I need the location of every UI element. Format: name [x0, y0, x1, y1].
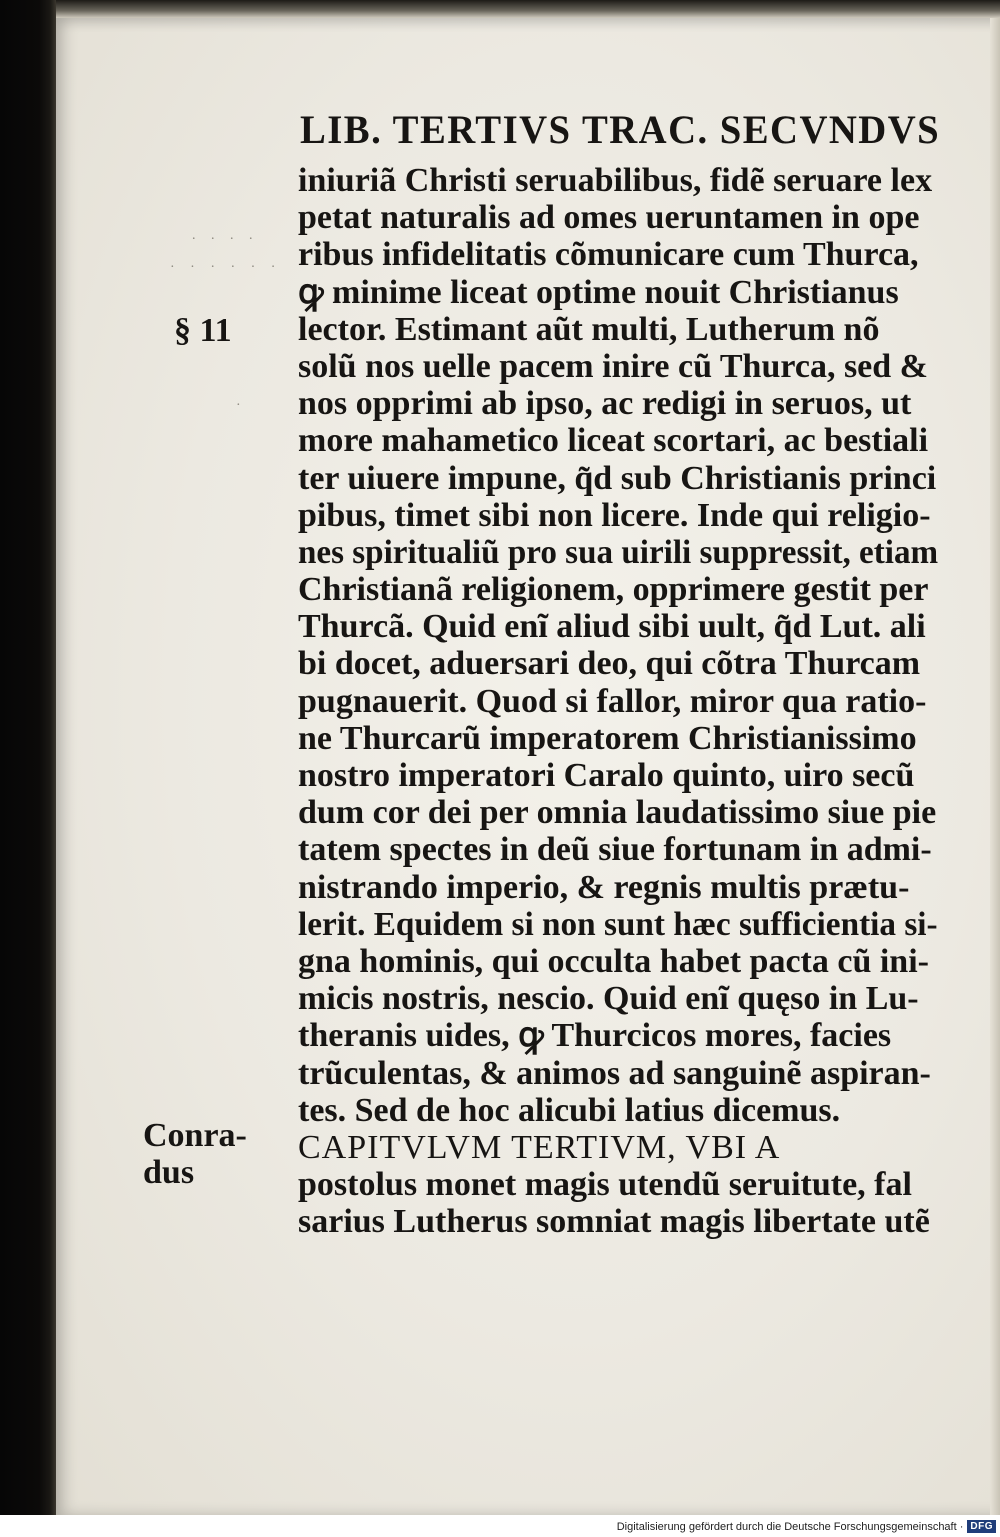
digitization-credit [617, 1520, 996, 1533]
faint-marginal-mark: · · · · · · [170, 260, 282, 275]
text-line: gna hominis, qui occulta habet pacta cũ ini- [298, 942, 929, 980]
running-head: LIB. TERTIVS TRAC. SECVNDVS [300, 107, 941, 152]
text-line: iniuriã Christi seruabilibus, fidẽ seruare lex [298, 162, 933, 199]
text-line: tes. Sed de hoc alicubi latius dicemus. [298, 1091, 841, 1129]
text-line: lerit. Equidem si non sunt hæc sufficientia si- [298, 905, 938, 943]
body-text [298, 162, 938, 1240]
text-line: tatem spectes in deũ siue fortunam in admi- [298, 831, 932, 869]
credit-text: Digitalisierung gefördert durch die Deutsche Forschungsgemeinschaft · [616, 1520, 964, 1533]
marginal-section-mark: § 11 [174, 312, 232, 349]
text-line: ter uiuere impune, q̃d sub Christianis princi [298, 459, 937, 497]
text-line: ꝙ minime liceat optime nouit Christianus [298, 273, 899, 311]
text-line: pibus, timet sibi non licere. Inde qui religio- [298, 496, 931, 534]
chapter-heading-line: CAPITVLVM TERTIVM, VBI A [298, 1128, 781, 1166]
text-line: dum cor dei per omnia laudatissimo siue pie [298, 794, 937, 832]
text-line: theranis uides, ꝙ Thurcicos mores, facies [298, 1017, 892, 1055]
chapter-heading-line: postolus monet magis utendũ seruitute, fal [298, 1166, 912, 1204]
text-line: petat naturalis ad omes ueruntamen in ope [298, 199, 920, 237]
text-line: nostro imperatori Caralo quinto, uiro secũ [298, 757, 915, 794]
page-top-edge [56, 0, 1000, 18]
chapter-heading-line: sarius Lutherus somniat magis libertate utẽ [298, 1203, 930, 1241]
dfg-logo: DFG [967, 1520, 996, 1533]
text-line: trũculentas, & animos ad sanguinẽ aspiran- [298, 1054, 931, 1092]
text-line: nistrando imperio, & regnis multis prætu- [298, 868, 910, 906]
text-line: nos opprimi ab ipso, ac redigi in seruos, ut [298, 385, 912, 423]
text-line: bi docet, aduersari deo, qui cõtra Thurcam [298, 645, 921, 683]
text-line: Thurcã. Quid enĩ aliud sibi uult, q̃d Lut. ali [298, 608, 926, 646]
text-line: ne Thurcarũ imperatorem Christianissimo [298, 719, 917, 757]
page-right-edge [990, 18, 1000, 1515]
text-line: more mahametico liceat scortari, ac bestiali [298, 422, 929, 460]
faint-marginal-mark: . . . . [192, 228, 259, 243]
text-line: pugnauerit. Quod si fallor, miror qua ratio- [298, 682, 927, 720]
marginal-note-conradus: Conra- dus [143, 1117, 247, 1191]
text-line: solũ nos uelle pacem inire cũ Thurca, sed & [298, 347, 928, 385]
book-gutter-shadow [0, 0, 56, 1520]
text-line: micis nostris, nescio. Quid enĩ quęso in Lu- [298, 980, 919, 1018]
text-line: lector. Estimant aũt multi, Lutherum nõ [298, 310, 880, 348]
text-line: nes spiritualiũ pro sua uirili suppressit, etiam [298, 533, 939, 571]
text-line: ribus infidelitatis cõmunicare cum Thurca, [298, 236, 919, 274]
text-line: Christianã religionem, opprimere gestit per [298, 571, 929, 609]
faint-marginal-mark: · [236, 398, 247, 413]
